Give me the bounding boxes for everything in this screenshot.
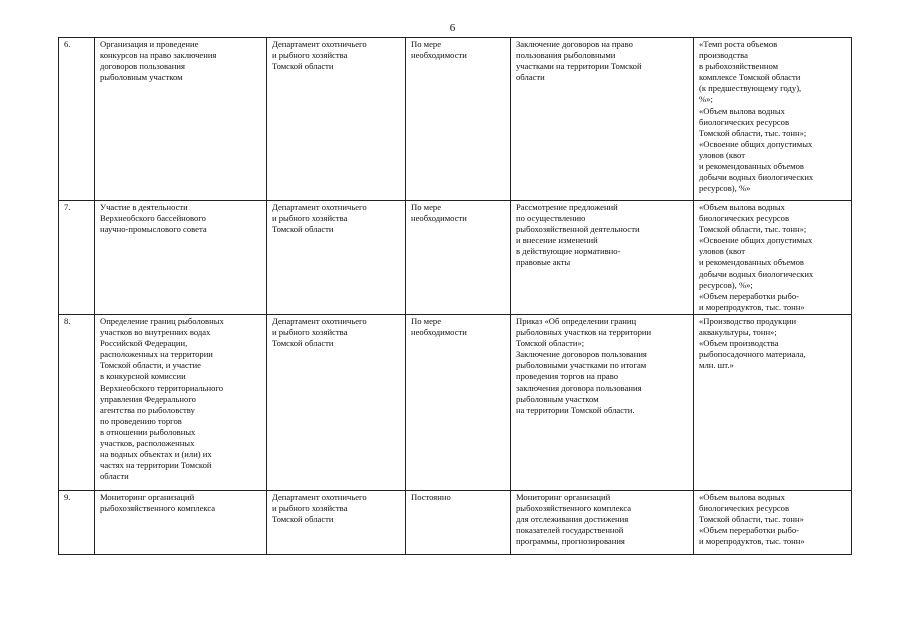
table-row — [59, 490, 852, 554]
activity-cell: Мониторинг организаций рыбохозяйственного комплекса — [95, 490, 267, 554]
term-cell: По мере необходимости — [406, 38, 511, 201]
result-cell: Приказ «Об определении границ рыболовных участков на территории Томской области»; Заключение договоров пользования рыболовными участками по итогам проведения торгов на право заключения договора пользования рыболовным участком на территории Томской области. — [511, 314, 694, 490]
executor-cell: Департамент охотничьего и рыбного хозяйства Томской области — [267, 490, 406, 554]
indicators-cell: «Темп роста объемов производства в рыбохозяйственном комплексе Томской области (к предшествующему году), %»; «Объем вылова водных биологических ресурсов Томской области, тыс. тонн»; «Освоение общих допустимых уловов (квот и рекомендованных объемов добычи водных биологических ресурсов), %» — [694, 38, 852, 201]
table-row — [59, 201, 852, 315]
measures-table — [58, 37, 852, 555]
executor-cell: Департамент охотничьего и рыбного хозяйства Томской области — [267, 38, 406, 201]
table-row — [59, 38, 852, 201]
result-cell: Мониторинг организаций рыбохозяйственного комплекса для отслеживания достижения показателей государственной программы, прогнозирования — [511, 490, 694, 554]
indicators-cell: «Производство продукции аквакультуры, тонн»; «Объем производства рыбопосадочного материала, млн. шт.» — [694, 314, 852, 490]
activity-cell: Участие в деятельности Верхнеобского бассейнового научно-промыслового совета — [95, 201, 267, 315]
indicators-cell: «Объем вылова водных биологических ресурсов Томской области, тыс. тонн»; «Освоение общих допустимых уловов (квот и рекомендованных объемов добычи водных биологических ресурсов), %»; «Объем переработки рыбо- и морепродуктов, тыс. тонн» — [694, 201, 852, 315]
result-cell: Рассмотрение предложений по осуществлению рыбохозяйственной деятельности и внесение изменений в действующие нормативно- правовые акты — [511, 201, 694, 315]
result-cell: Заключение договоров на право пользования рыболовными участками на территории Томской области — [511, 38, 694, 201]
indicators-cell: «Объем вылова водных биологических ресурсов Томской области, тыс. тонн» «Объем переработки рыбо- и морепродуктов, тыс. тонн» — [694, 490, 852, 554]
term-cell: По мере необходимости — [406, 201, 511, 315]
term-cell: Постоянно — [406, 490, 511, 554]
activity-cell: Организация и проведение конкурсов на право заключения договоров пользования рыболовным участком — [95, 38, 267, 201]
executor-cell: Департамент охотничьего и рыбного хозяйства Томской области — [267, 314, 406, 490]
row-number: 7. — [59, 201, 95, 315]
page-number: 6 — [449, 22, 456, 34]
executor-cell: Департамент охотничьего и рыбного хозяйства Томской области — [267, 201, 406, 315]
term-cell: По мере необходимости — [406, 314, 511, 490]
row-number: 9. — [59, 490, 95, 554]
row-number: 6. — [59, 38, 95, 201]
activity-cell: Определение границ рыболовных участков во внутренних водах Российской Федерации, расположенных на территории Томской области, и участие в конкурсной комиссии Верхнеобского территориального управления Федерального агентства по рыболовству по проведению торгов в отношении рыболовных участков, расположенных на водных объектах и (или) их частях на территории Томской области — [95, 314, 267, 490]
row-number: 8. — [59, 314, 95, 490]
table-row — [59, 314, 852, 490]
